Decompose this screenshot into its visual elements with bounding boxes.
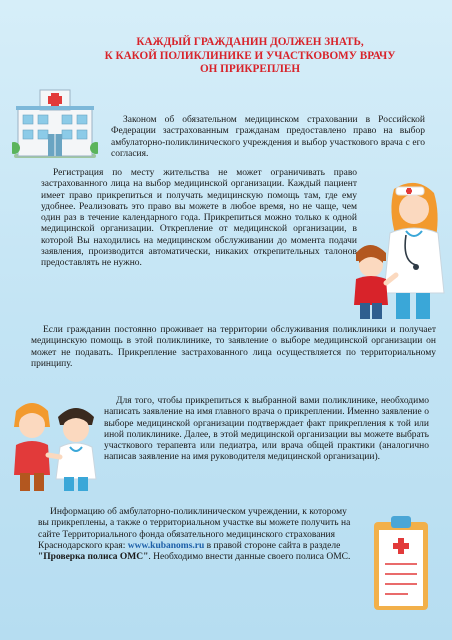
doctor-and-child-icon — [350, 175, 450, 325]
paragraph-information — [38, 507, 356, 563]
paragraph-territory-text: Если гражданин постоянно проживает на территории обслуживания поликлиники и получает медицинскую помощь в этой поликлинике, то заявление о выборе медицинской организации он может не подавать. Прикрепление застрахованного лица осуществляется по территориальному принципу. — [31, 325, 436, 369]
paragraph-territory — [31, 325, 436, 370]
paragraph-application — [104, 396, 429, 464]
policy-check-section: "Проверка полиса ОМС" — [38, 552, 149, 563]
kubanoms-link[interactable]: www.kubanoms.ru — [127, 540, 205, 551]
paragraph-law — [111, 115, 425, 160]
title-line-3: ОН ПРИКРЕПЛЕН — [199, 63, 301, 75]
title-line-1: КАЖДЫЙ ГРАЖДАНИН ДОЛЖЕН ЗНАТЬ, — [136, 36, 364, 48]
paragraph-information-end: . Необходимо внести данные своего полиса ОМС. — [148, 552, 351, 563]
paragraph-law-text: Законом об обязательном медицинском страховании в Российской Федерации застрахованным гражданам предоставлено право на выбор амбулаторно-поликлинического учреждения и выбор участкового врача с его согласия. — [111, 115, 425, 159]
paragraph-information-mid: в правой стороне сайта в разделе — [204, 540, 341, 551]
paragraph-application-text: Для того, чтобы прикрепиться к выбранной вами поликлинике, необходимо написать заявление на имя главного врача о прикреплении. Именно заявление о выборе медицинской организации подтверждает факт прикрепления к той или иной поликлинике. Далее, в этой медицинской организации вы можете выбрать участкового терапевта или педиатра, или врача общей практики (аналогично написав заявление на имя руководителя медицинской организации). — [104, 396, 429, 463]
two-children-icon — [12, 395, 100, 495]
clinic-building-icon — [12, 82, 98, 160]
paragraph-information-text: Информацию об амбулаторно-поликлиническом учреждении, к которому вы прикреплены, а также о территориальном участке вы можете получить на сайте Территориального фонда обязательного медицинского страхования Краснодарского края: — [38, 507, 351, 551]
paragraph-registration-text: Регистрация по месту жительства не может ограничивать право застрахованного лица на выбор медицинской организации. Каждый пациент имеет право прикрепиться и получать медицинскую помощь там, где ему удобнее. Реализовать это право вы можете в любое время, но не чаще, чем один раз в течение календарного года. Прикрепиться можно только к одной медицинской организации. Открепление от медицинской организации, в которой Вы находились на медицинском обслуживании до момента подачи заявления, производится автоматически, никаких открепительных талонов предоставлять не нужно. — [41, 168, 357, 269]
medical-clipboard-icon — [372, 512, 430, 612]
paragraph-registration — [41, 168, 357, 270]
title-line-2: К КАКОЙ ПОЛИКЛИНИКЕ И УЧАСТКОВОМУ ВРАЧУ — [104, 49, 396, 62]
page-title — [100, 36, 400, 77]
